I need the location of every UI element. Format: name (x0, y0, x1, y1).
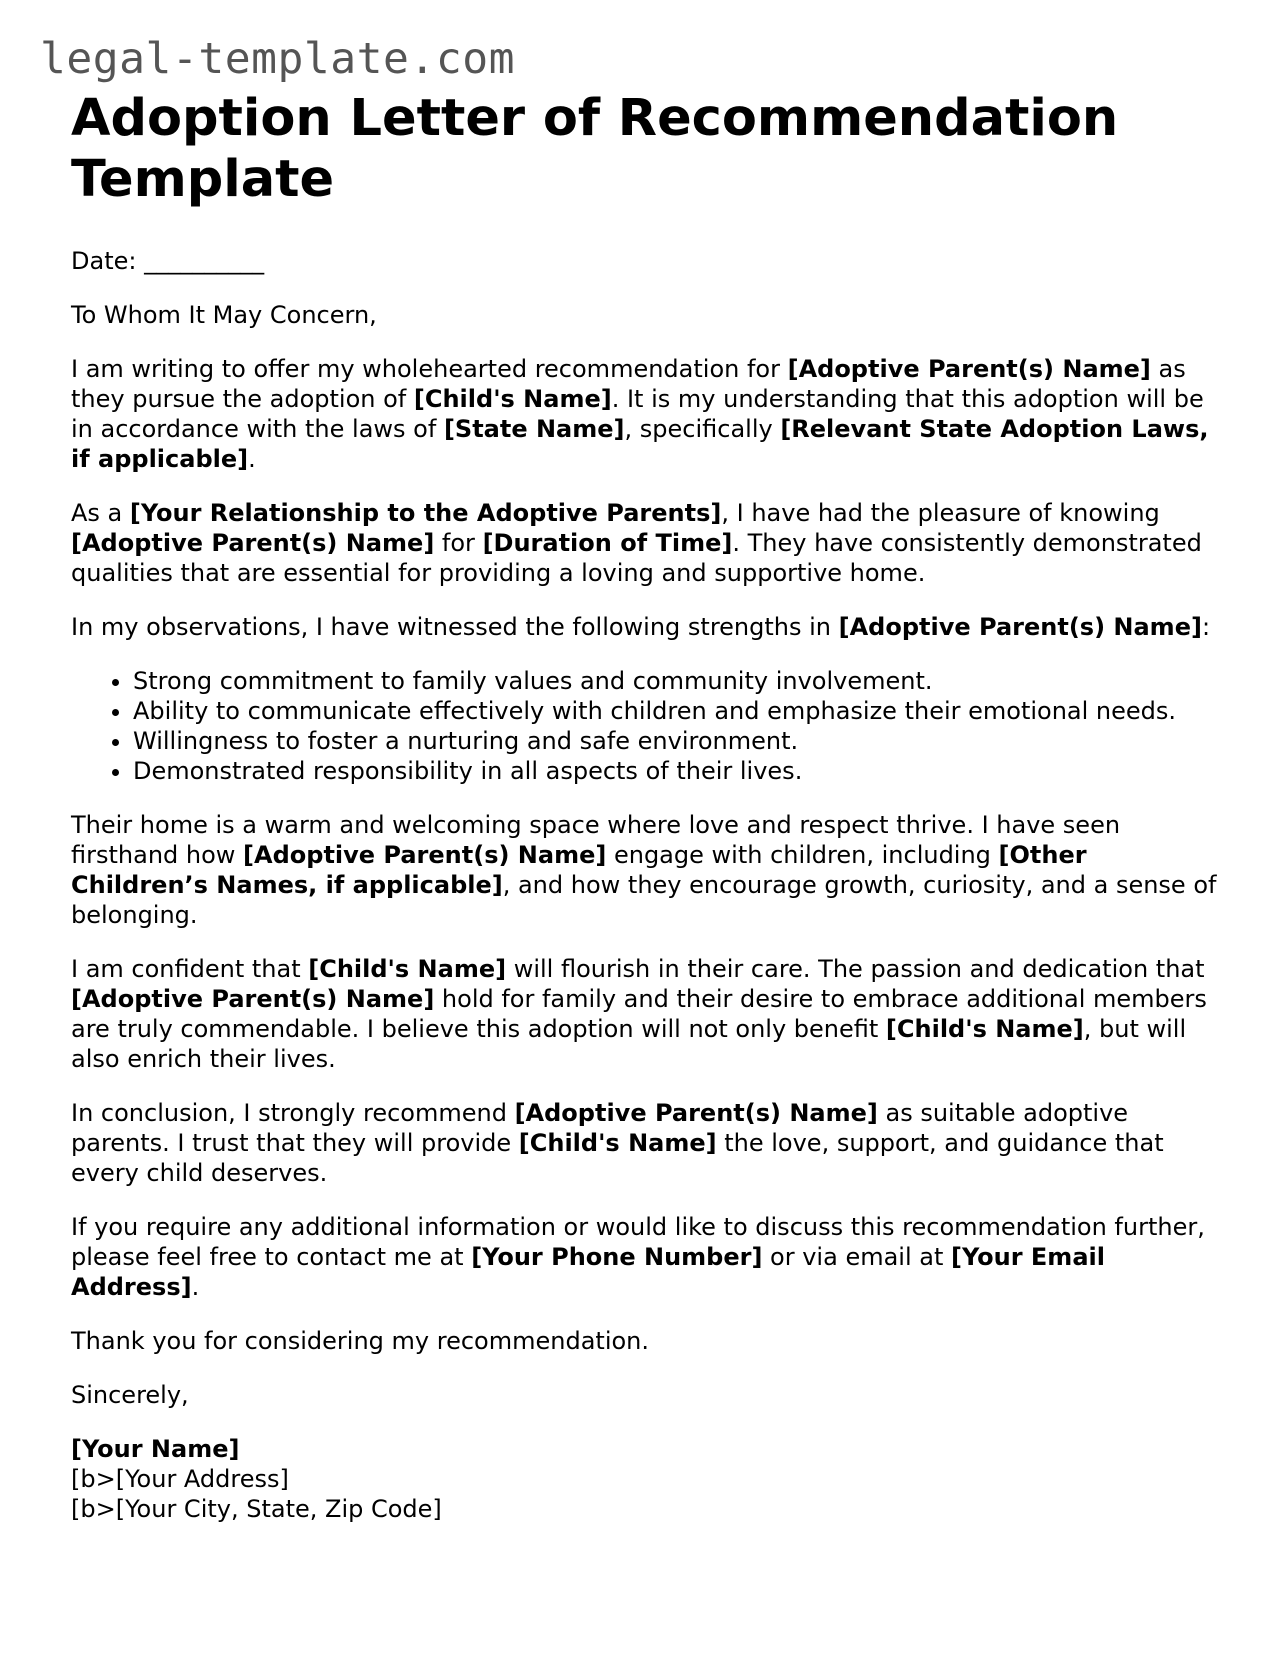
placeholder-child-name: [Child's Name] (885, 1015, 1084, 1043)
placeholder-state-name: [State Name] (443, 415, 625, 443)
thanks-line: Thank you for considering my recommendation. (71, 1327, 650, 1355)
placeholder-adoptive-parents: [Adoptive Parent(s) Name] (838, 613, 1202, 641)
placeholder-adoptive-parents: [Adoptive Parent(s) Name] (71, 529, 435, 557)
signature-block (71, 1434, 1221, 1524)
document-body (71, 88, 1221, 1524)
placeholder-relationship: [Your Relationship to the Adoptive Parents] (129, 499, 722, 527)
site-watermark: legal-template.com (40, 34, 515, 84)
placeholder-child-name: [Child's Name] (518, 1129, 717, 1157)
list-item: • Ability to communicate effectively with children and emphasize their emotional needs. (133, 696, 1221, 726)
paragraph-home: Their home is a warm and welcoming space where love and respect thrive. I have seen firsthand how [Adoptive Parent(s) Name] engage with children, including [Other Children’s Names, if applicable], and how they encourage growth, curiosity, and a sense of belonging. (71, 811, 1217, 929)
paragraph-contact: If you require any additional information or would like to discuss this recommendation further, please feel free to contact me at [Your Phone Number] or via email at [Your Email Address]. (71, 1213, 1205, 1301)
paragraph-relationship: As a [Your Relationship to the Adoptive Parents], I have had the pleasure of knowing [Adoptive Parent(s) Name] for [Duration of Time]. They have consistently demonstrated qualities that are essential for providing a loving and supportive home. (71, 499, 1202, 587)
placeholder-phone: [Your Phone Number] (471, 1243, 763, 1271)
signature-name: [Your Name] (71, 1435, 240, 1463)
signature-address: [b>[Your Address] (71, 1465, 289, 1493)
placeholder-other-children: [Other Children’s Names, if applicable] (71, 841, 1087, 899)
list-item: • Willingness to foster a nurturing and safe environment. (133, 726, 1221, 756)
paragraph-observations: In my observations, I have witnessed the following strengths in [Adoptive Parent(s) Name]: (71, 613, 1211, 641)
placeholder-adoptive-parents: [Adoptive Parent(s) Name] (787, 355, 1151, 383)
placeholder-child-name: [Child's Name] (413, 385, 612, 413)
page-title: Adoption Letter of Recommendation Template (71, 89, 1119, 209)
placeholder-state-laws: [Relevant State Adoption Laws, if applicable] (71, 415, 1209, 473)
list-item: • Demonstrated responsibility in all aspects of their lives. (133, 756, 1221, 786)
strengths-list (71, 666, 1221, 786)
placeholder-adoptive-parents: [Adoptive Parent(s) Name] (243, 841, 607, 869)
paragraph-confidence: I am confident that [Child's Name] will flourish in their care. The passion and dedication that [Adoptive Parent(s) Name] hold for family and their desire to embrace additional members are truly commendable. I believe this adoption will not only benefit [Child's Name], but will also enrich their lives. (71, 955, 1207, 1073)
placeholder-adoptive-parents: [Adoptive Parent(s) Name] (71, 985, 435, 1013)
placeholder-duration: [Duration of Time] (482, 529, 733, 557)
paragraph-intro: I am writing to offer my wholehearted recommendation for [Adoptive Parent(s) Name] as they pursue the adoption of [Child's Name]. It is my understanding that this adoption will be in accordance with the laws of [State Name], specifically [Relevant State Adoption Laws, if applicable]. (71, 355, 1209, 473)
list-item: • Strong commitment to family values and community involvement. (133, 666, 1221, 696)
placeholder-adoptive-parents: [Adoptive Parent(s) Name] (514, 1099, 878, 1127)
placeholder-email: [Your Email Address] (71, 1243, 1105, 1301)
signature-city: [b>[Your City, State, Zip Code] (71, 1495, 442, 1523)
closing-line: Sincerely, (71, 1381, 189, 1409)
date-line: Date: __________ (71, 247, 265, 275)
placeholder-child-name: [Child's Name] (308, 955, 507, 983)
greeting: To Whom It May Concern, (71, 301, 377, 329)
paragraph-conclusion: In conclusion, I strongly recommend [Adoptive Parent(s) Name] as suitable adoptive parents. I trust that they will provide [Child's Name] the love, support, and guidance that every child deserves. (71, 1099, 1164, 1187)
